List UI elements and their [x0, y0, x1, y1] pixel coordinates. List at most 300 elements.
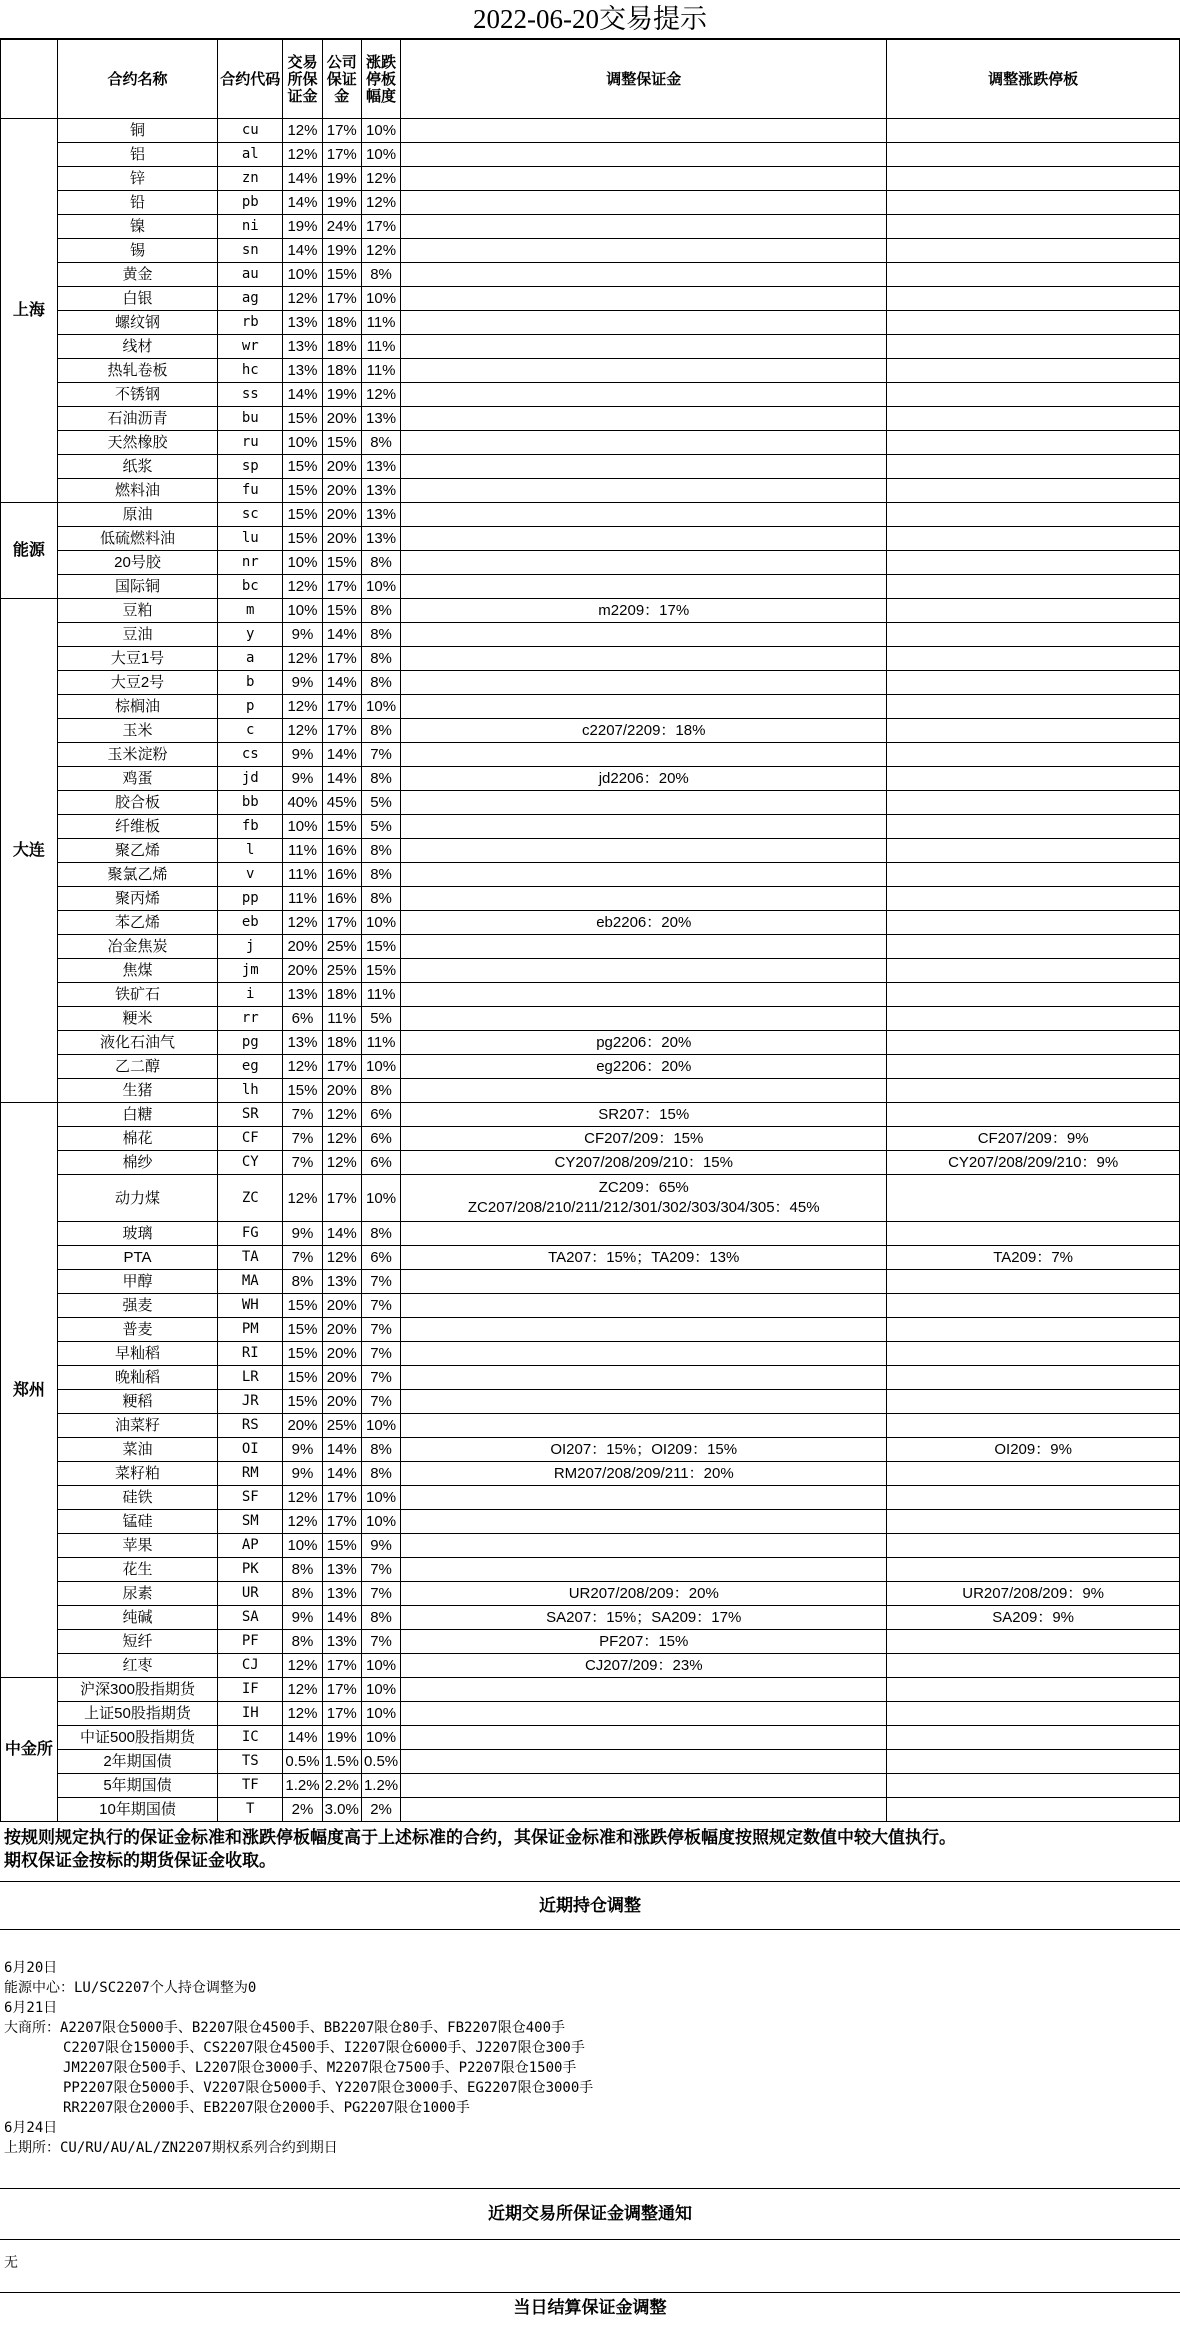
price-limit-cell: 11%	[361, 983, 400, 1007]
adjust-limit-cell	[887, 1798, 1180, 1822]
exchange-margin-cell: 8%	[283, 1582, 322, 1606]
contract-code-cell: TF	[218, 1774, 283, 1798]
contract-code-cell: SF	[218, 1486, 283, 1510]
company-margin-cell: 17%	[322, 719, 361, 743]
price-limit-cell: 12%	[361, 167, 400, 191]
exchange-margin-cell: 8%	[283, 1630, 322, 1654]
contract-name-cell: 红枣	[57, 1654, 217, 1678]
price-limit-cell: 11%	[361, 335, 400, 359]
contract-code-cell: bc	[218, 575, 283, 599]
table-row	[1, 1007, 1180, 1031]
adjust-limit-cell	[887, 743, 1180, 767]
exchange-margin-cell: 15%	[283, 407, 322, 431]
adjust-margin-cell: CJ207/209：23%	[401, 1654, 887, 1678]
exchange-margin-cell: 12%	[283, 647, 322, 671]
adjust-limit-cell	[887, 1079, 1180, 1103]
position-line: 6月20日	[4, 1960, 58, 1976]
company-margin-cell: 18%	[322, 983, 361, 1007]
contract-code-cell: p	[218, 695, 283, 719]
exchange-margin-cell: 7%	[283, 1151, 322, 1175]
contract-code-cell: OI	[218, 1438, 283, 1462]
contract-code-cell: i	[218, 983, 283, 1007]
exchange-margin-cell: 9%	[283, 1462, 322, 1486]
table-row	[1, 1103, 1180, 1127]
company-margin-cell: 17%	[322, 1055, 361, 1079]
table-row	[1, 719, 1180, 743]
exchange-margin-cell: 9%	[283, 1222, 322, 1246]
contract-name-cell: 玉米淀粉	[57, 743, 217, 767]
price-limit-cell: 7%	[361, 1582, 400, 1606]
adjust-limit-cell	[887, 1031, 1180, 1055]
price-limit-cell: 8%	[361, 1606, 400, 1630]
table-row	[1, 1486, 1180, 1510]
table-row	[1, 1294, 1180, 1318]
table-row	[1, 1151, 1180, 1175]
adjust-margin-cell	[401, 167, 887, 191]
contract-code-cell: T	[218, 1798, 283, 1822]
company-margin-cell: 20%	[322, 1318, 361, 1342]
adjust-limit-cell	[887, 1414, 1180, 1438]
exchange-margin-cell: 10%	[283, 551, 322, 575]
exchange-margin-cell: 12%	[283, 575, 322, 599]
company-margin-cell: 17%	[322, 647, 361, 671]
contract-name-cell: 10年期国债	[57, 1798, 217, 1822]
price-limit-cell: 12%	[361, 239, 400, 263]
exchange-margin-cell: 14%	[283, 1726, 322, 1750]
position-line: 上期所：CU/RU/AU/AL/ZN2207期权系列合约到期日	[4, 2140, 338, 2156]
table-row	[1, 167, 1180, 191]
company-margin-cell: 12%	[322, 1246, 361, 1270]
price-limit-cell: 10%	[361, 575, 400, 599]
rule-note	[0, 1822, 1180, 1882]
adjust-limit-cell	[887, 287, 1180, 311]
contract-name-cell: 石油沥青	[57, 407, 217, 431]
exchange-cell: 郑州	[1, 1103, 58, 1678]
contract-code-cell: pb	[218, 191, 283, 215]
company-margin-cell: 13%	[322, 1630, 361, 1654]
company-margin-cell: 3.0%	[322, 1798, 361, 1822]
table-row	[1, 479, 1180, 503]
company-margin-cell: 20%	[322, 407, 361, 431]
adjust-margin-cell	[401, 431, 887, 455]
price-limit-cell: 8%	[361, 551, 400, 575]
contract-name-cell: 铝	[57, 143, 217, 167]
adjust-limit-cell	[887, 623, 1180, 647]
adjust-limit-cell	[887, 335, 1180, 359]
contract-code-cell: WH	[218, 1294, 283, 1318]
adjust-limit-cell	[887, 527, 1180, 551]
exchange-margin-cell: 7%	[283, 1103, 322, 1127]
price-limit-cell: 13%	[361, 455, 400, 479]
adjust-limit-cell	[887, 1558, 1180, 1582]
adjust-margin-cell	[401, 839, 887, 863]
table-row	[1, 551, 1180, 575]
contract-code-cell: a	[218, 647, 283, 671]
table-row	[1, 1702, 1180, 1726]
rule-note-line1: 按规则规定执行的保证金标准和涨跌停板幅度高于上述标准的合约，其保证金标准和涨跌停板幅度按照规定数值中较大值执行。	[4, 1828, 956, 1847]
contract-name-cell: 苯乙烯	[57, 911, 217, 935]
contract-name-cell: 玉米	[57, 719, 217, 743]
header-exchange-margin: 交易所保证金	[283, 40, 322, 119]
price-limit-cell: 13%	[361, 407, 400, 431]
contract-name-cell: 20号胶	[57, 551, 217, 575]
contract-code-cell: au	[218, 263, 283, 287]
adjust-margin-cell	[401, 335, 887, 359]
company-margin-cell: 20%	[322, 1342, 361, 1366]
exchange-margin-cell: 15%	[283, 479, 322, 503]
table-row	[1, 623, 1180, 647]
contract-name-cell: 棉纱	[57, 1151, 217, 1175]
contract-code-cell: RS	[218, 1414, 283, 1438]
adjust-margin-cell	[401, 1007, 887, 1031]
adjust-limit-cell	[887, 239, 1180, 263]
table-row	[1, 239, 1180, 263]
price-limit-cell: 7%	[361, 1366, 400, 1390]
company-margin-cell: 13%	[322, 1270, 361, 1294]
table-row	[1, 311, 1180, 335]
exchange-margin-cell: 20%	[283, 935, 322, 959]
price-limit-cell: 15%	[361, 959, 400, 983]
price-limit-cell: 10%	[361, 1654, 400, 1678]
exchange-margin-cell: 15%	[283, 1294, 322, 1318]
adjust-margin-cell: eg2206：20%	[401, 1055, 887, 1079]
company-margin-cell: 16%	[322, 839, 361, 863]
exchange-margin-cell: 14%	[283, 191, 322, 215]
table-row	[1, 1510, 1180, 1534]
adjust-margin-cell	[401, 815, 887, 839]
price-limit-cell: 10%	[361, 1702, 400, 1726]
contract-name-cell: 尿素	[57, 1582, 217, 1606]
contract-code-cell: wr	[218, 335, 283, 359]
position-line: 能源中心：LU/SC2207个人持仓调整为0	[4, 1980, 257, 1996]
price-limit-cell: 7%	[361, 1270, 400, 1294]
adjust-limit-cell	[887, 1510, 1180, 1534]
contract-code-cell: c	[218, 719, 283, 743]
adjust-margin-cell: SR207：15%	[401, 1103, 887, 1127]
table-row	[1, 959, 1180, 983]
exchange-margin-cell: 9%	[283, 1606, 322, 1630]
adjust-margin-cell	[401, 1486, 887, 1510]
contract-name-cell: 菜籽粕	[57, 1462, 217, 1486]
contract-code-cell: SA	[218, 1606, 283, 1630]
adjust-margin-cell	[401, 1726, 887, 1750]
exchange-margin-cell: 2%	[283, 1798, 322, 1822]
company-margin-cell: 17%	[322, 911, 361, 935]
contract-code-cell: ss	[218, 383, 283, 407]
company-margin-cell: 13%	[322, 1582, 361, 1606]
exchange-margin-cell: 11%	[283, 887, 322, 911]
price-limit-cell: 8%	[361, 623, 400, 647]
adjust-limit-cell	[887, 1654, 1180, 1678]
company-margin-cell: 17%	[322, 1486, 361, 1510]
contract-code-cell: m	[218, 599, 283, 623]
contract-code-cell: ZC	[218, 1175, 283, 1222]
adjust-margin-cell	[401, 1678, 887, 1702]
adjust-limit-cell	[887, 1678, 1180, 1702]
adjust-limit-cell	[887, 215, 1180, 239]
adjust-margin-cell: UR207/208/209：20%	[401, 1582, 887, 1606]
header-name: 合约名称	[57, 40, 217, 119]
adjust-margin-cell	[401, 1750, 887, 1774]
adjust-limit-cell	[887, 551, 1180, 575]
table-row	[1, 863, 1180, 887]
position-line: 6月24日	[4, 2120, 58, 2136]
contract-name-cell: 纸浆	[57, 455, 217, 479]
exchange-margin-cell: 8%	[283, 1558, 322, 1582]
contract-code-cell: TS	[218, 1750, 283, 1774]
table-row	[1, 1127, 1180, 1151]
price-limit-cell: 7%	[361, 1558, 400, 1582]
adjust-limit-cell	[887, 1534, 1180, 1558]
adjust-margin-cell: eb2206：20%	[401, 911, 887, 935]
company-margin-cell: 14%	[322, 743, 361, 767]
company-margin-cell: 17%	[322, 1654, 361, 1678]
contract-code-cell: IF	[218, 1678, 283, 1702]
adjust-limit-cell: OI209：9%	[887, 1438, 1180, 1462]
adjust-limit-cell	[887, 719, 1180, 743]
exchange-margin-cell: 12%	[283, 1702, 322, 1726]
contract-name-cell: 纯碱	[57, 1606, 217, 1630]
adjust-limit-cell	[887, 263, 1180, 287]
adjust-limit-cell	[887, 431, 1180, 455]
adjust-margin-cell	[401, 383, 887, 407]
price-limit-cell: 8%	[361, 1462, 400, 1486]
contract-code-cell: sp	[218, 455, 283, 479]
adjust-margin-cell	[401, 647, 887, 671]
company-margin-cell: 14%	[322, 767, 361, 791]
adjust-limit-cell	[887, 959, 1180, 983]
adjust-limit-cell	[887, 1342, 1180, 1366]
price-limit-cell: 8%	[361, 263, 400, 287]
exchange-margin-cell: 15%	[283, 455, 322, 479]
price-limit-cell: 13%	[361, 479, 400, 503]
contract-code-cell: j	[218, 935, 283, 959]
company-margin-cell: 13%	[322, 1558, 361, 1582]
adjust-limit-cell	[887, 1630, 1180, 1654]
company-margin-cell: 14%	[322, 671, 361, 695]
contract-name-cell: 燃料油	[57, 479, 217, 503]
price-limit-cell: 8%	[361, 863, 400, 887]
table-row	[1, 1438, 1180, 1462]
adjust-limit-cell	[887, 911, 1180, 935]
contract-code-cell: MA	[218, 1270, 283, 1294]
table-header	[1, 40, 1180, 119]
exchange-margin-cell: 10%	[283, 431, 322, 455]
price-limit-cell: 10%	[361, 1510, 400, 1534]
adjust-limit-cell	[887, 1462, 1180, 1486]
contract-name-cell: 鸡蛋	[57, 767, 217, 791]
price-limit-cell: 5%	[361, 815, 400, 839]
contract-code-cell: UR	[218, 1582, 283, 1606]
adjust-margin-cell	[401, 119, 887, 143]
table-row	[1, 1414, 1180, 1438]
contract-name-cell: 油菜籽	[57, 1414, 217, 1438]
exchange-cell: 能源	[1, 503, 58, 599]
adjust-limit-cell	[887, 1318, 1180, 1342]
table-row	[1, 503, 1180, 527]
contract-code-cell: RM	[218, 1462, 283, 1486]
contract-code-cell: SR	[218, 1103, 283, 1127]
company-margin-cell: 19%	[322, 383, 361, 407]
contract-code-cell: eb	[218, 911, 283, 935]
adjust-limit-cell	[887, 1270, 1180, 1294]
company-margin-cell: 17%	[322, 1510, 361, 1534]
company-margin-cell: 14%	[322, 623, 361, 647]
price-limit-cell: 6%	[361, 1127, 400, 1151]
adjust-limit-cell	[887, 1390, 1180, 1414]
table-row	[1, 1558, 1180, 1582]
contract-code-cell: cs	[218, 743, 283, 767]
table-row	[1, 1031, 1180, 1055]
table-row	[1, 1462, 1180, 1486]
exchange-margin-cell: 12%	[283, 695, 322, 719]
exchange-margin-cell: 14%	[283, 167, 322, 191]
company-margin-cell: 18%	[322, 335, 361, 359]
table-row	[1, 1726, 1180, 1750]
adjust-limit-cell	[887, 311, 1180, 335]
company-margin-cell: 20%	[322, 1294, 361, 1318]
company-margin-cell: 18%	[322, 359, 361, 383]
contract-name-cell: 锡	[57, 239, 217, 263]
contract-name-cell: 热轧卷板	[57, 359, 217, 383]
table-row	[1, 407, 1180, 431]
contract-name-cell: 中证500股指期货	[57, 1726, 217, 1750]
exchange-margin-cell: 15%	[283, 527, 322, 551]
price-limit-cell: 8%	[361, 647, 400, 671]
table-row	[1, 791, 1180, 815]
company-margin-cell: 11%	[322, 1007, 361, 1031]
price-limit-cell: 15%	[361, 935, 400, 959]
adjust-limit-cell	[887, 1702, 1180, 1726]
adjust-limit-cell	[887, 191, 1180, 215]
adjust-limit-cell	[887, 815, 1180, 839]
contract-code-cell: sc	[218, 503, 283, 527]
adjust-limit-cell	[887, 887, 1180, 911]
contract-name-cell: 粳米	[57, 1007, 217, 1031]
exchange-margin-cell: 10%	[283, 263, 322, 287]
table-row	[1, 935, 1180, 959]
adjust-margin-cell: TA207：15%；TA209：13%	[401, 1246, 887, 1270]
contract-code-cell: cu	[218, 119, 283, 143]
adjust-margin-cell	[401, 1222, 887, 1246]
adjust-limit-cell	[887, 599, 1180, 623]
header-adjust-margin: 调整保证金	[401, 40, 887, 119]
contract-name-cell: 短纤	[57, 1630, 217, 1654]
contract-name-cell: 螺纹钢	[57, 311, 217, 335]
contract-code-cell: jd	[218, 767, 283, 791]
company-margin-cell: 19%	[322, 191, 361, 215]
contract-code-cell: CF	[218, 1127, 283, 1151]
settlement-section-title: 当日结算保证金调整	[513, 2298, 667, 2317]
price-limit-cell: 8%	[361, 887, 400, 911]
contract-name-cell: 豆粕	[57, 599, 217, 623]
adjust-margin-cell	[401, 503, 887, 527]
adjust-margin-cell	[401, 1558, 887, 1582]
adjust-margin-cell: OI207：15%；OI209：15%	[401, 1438, 887, 1462]
contract-name-cell: 甲醇	[57, 1270, 217, 1294]
contract-name-cell: 焦煤	[57, 959, 217, 983]
table-row	[1, 119, 1180, 143]
table-row	[1, 1678, 1180, 1702]
adjust-margin-cell	[401, 743, 887, 767]
margin-table	[0, 39, 1180, 1822]
company-margin-cell: 14%	[322, 1438, 361, 1462]
table-row	[1, 839, 1180, 863]
contract-code-cell: rr	[218, 1007, 283, 1031]
adjust-margin-cell	[401, 1414, 887, 1438]
price-limit-cell: 13%	[361, 503, 400, 527]
adjust-margin-cell: SA207：15%；SA209：17%	[401, 1606, 887, 1630]
contract-name-cell: 国际铜	[57, 575, 217, 599]
exchange-margin-cell: 14%	[283, 383, 322, 407]
price-limit-cell: 8%	[361, 671, 400, 695]
adjust-margin-line: ZC209：65%	[598, 1179, 689, 1196]
exchange-margin-cell: 0.5%	[283, 1750, 322, 1774]
price-limit-cell: 10%	[361, 695, 400, 719]
price-limit-cell: 13%	[361, 527, 400, 551]
exchange-cell: 中金所	[1, 1678, 58, 1822]
adjust-limit-cell	[887, 1486, 1180, 1510]
contract-code-cell: IC	[218, 1726, 283, 1750]
company-margin-cell: 25%	[322, 1414, 361, 1438]
adjust-margin-cell	[401, 1294, 887, 1318]
adjust-margin-cell	[401, 1270, 887, 1294]
contract-name-cell: 晚籼稻	[57, 1366, 217, 1390]
adjust-margin-cell	[401, 1534, 887, 1558]
company-margin-cell: 12%	[322, 1127, 361, 1151]
company-margin-cell: 14%	[322, 1606, 361, 1630]
adjust-margin-cell: jd2206：20%	[401, 767, 887, 791]
adjust-limit-cell	[887, 167, 1180, 191]
table-row	[1, 1175, 1180, 1222]
price-limit-cell: 8%	[361, 1222, 400, 1246]
price-limit-cell: 5%	[361, 791, 400, 815]
adjust-limit-cell	[887, 1366, 1180, 1390]
price-limit-cell: 10%	[361, 1486, 400, 1510]
adjust-margin-cell	[401, 191, 887, 215]
header-code: 合约代码	[218, 40, 283, 119]
company-margin-cell: 17%	[322, 1678, 361, 1702]
company-margin-cell: 20%	[322, 1079, 361, 1103]
adjust-margin-cell	[401, 311, 887, 335]
exchange-margin-cell: 40%	[283, 791, 322, 815]
adjust-limit-cell: CF207/209：9%	[887, 1127, 1180, 1151]
table-row	[1, 527, 1180, 551]
contract-name-cell: 纤维板	[57, 815, 217, 839]
contract-code-cell: pg	[218, 1031, 283, 1055]
contract-code-cell: RI	[218, 1342, 283, 1366]
table-row	[1, 455, 1180, 479]
adjust-margin-cell	[401, 887, 887, 911]
adjust-margin-line: ZC207/208/210/211/212/301/302/303/304/305：45%	[467, 1199, 820, 1216]
adjust-margin-cell	[401, 671, 887, 695]
contract-name-cell: 铅	[57, 191, 217, 215]
adjust-margin-cell	[401, 791, 887, 815]
contract-code-cell: LR	[218, 1366, 283, 1390]
exchange-margin-cell: 7%	[283, 1246, 322, 1270]
adjust-margin-cell: PF207：15%	[401, 1630, 887, 1654]
adjust-margin-cell	[401, 623, 887, 647]
contract-name-cell: 棉花	[57, 1127, 217, 1151]
price-limit-cell: 11%	[361, 1031, 400, 1055]
exchange-margin-cell: 10%	[283, 815, 322, 839]
header-exchange	[1, 40, 58, 119]
position-line: 6月21日	[4, 2000, 58, 2016]
exchange-margin-cell: 12%	[283, 119, 322, 143]
contract-name-cell: 花生	[57, 1558, 217, 1582]
table-row	[1, 599, 1180, 623]
exchange-margin-cell: 15%	[283, 1342, 322, 1366]
